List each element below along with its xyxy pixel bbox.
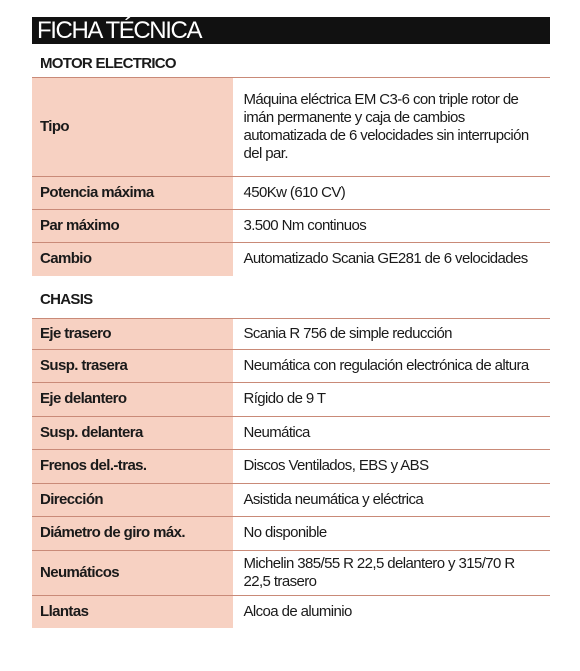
spec-label: Frenos del.-tras.	[32, 449, 233, 483]
spec-label: Eje delantero	[32, 382, 233, 416]
spec-value: 3.500 Nm continuos	[233, 209, 550, 242]
spec-value: No disponible	[233, 516, 550, 550]
spec-label: Eje trasero	[32, 319, 233, 349]
spec-title: FICHA TÉCNICA	[32, 17, 550, 44]
spec-value: Rígido de 9 T	[233, 382, 550, 416]
spec-value: Automatizado Scania GE281 de 6 velocidades	[233, 242, 550, 276]
spec-label: Llantas	[32, 595, 233, 628]
spec-label: Par máximo	[32, 209, 233, 242]
spec-label: Tipo	[32, 78, 233, 176]
spec-label: Neumáticos	[32, 550, 233, 595]
spec-value: Alcoa de aluminio	[233, 595, 550, 628]
section-heading-chasis: CHASIS	[32, 276, 550, 319]
spec-value: Neumática con regulación electrónica de altura	[233, 349, 550, 382]
spec-value: Discos Ventilados, EBS y ABS	[233, 449, 550, 483]
table-row	[32, 349, 550, 382]
table-row	[32, 382, 550, 416]
spec-value: Neumática	[233, 416, 550, 449]
motor-spec-table	[32, 78, 550, 276]
spec-label: Dirección	[32, 483, 233, 516]
spec-label: Potencia máxima	[32, 176, 233, 209]
chasis-spec-table	[32, 319, 550, 628]
section-heading-motor: MOTOR ELECTRICO	[32, 44, 550, 78]
spec-label: Susp. delantera	[32, 416, 233, 449]
spec-label: Susp. trasera	[32, 349, 233, 382]
spec-sheet	[32, 17, 550, 628]
table-row	[32, 550, 550, 595]
table-row	[32, 449, 550, 483]
table-row	[32, 483, 550, 516]
spec-value: Asistida neumática y eléctrica	[233, 483, 550, 516]
spec-value: Michelin 385/55 R 22,5 delantero y 315/70 R 22,5 trasero	[233, 550, 550, 595]
table-row	[32, 242, 550, 276]
spec-value: 450Kw (610 CV)	[233, 176, 550, 209]
spec-label: Diámetro de giro máx.	[32, 516, 233, 550]
spec-label: Cambio	[32, 242, 233, 276]
table-row	[32, 319, 550, 349]
spec-value: Scania R 756 de simple reducción	[233, 319, 550, 349]
table-row	[32, 516, 550, 550]
table-row	[32, 78, 550, 176]
table-row	[32, 209, 550, 242]
table-row	[32, 416, 550, 449]
spec-value: Máquina eléctrica EM C3-6 con triple rotor de imán permanente y caja de cambios automatizada de 6 velocidades sin interrupción del par.	[233, 78, 550, 176]
table-row	[32, 595, 550, 628]
table-row	[32, 176, 550, 209]
